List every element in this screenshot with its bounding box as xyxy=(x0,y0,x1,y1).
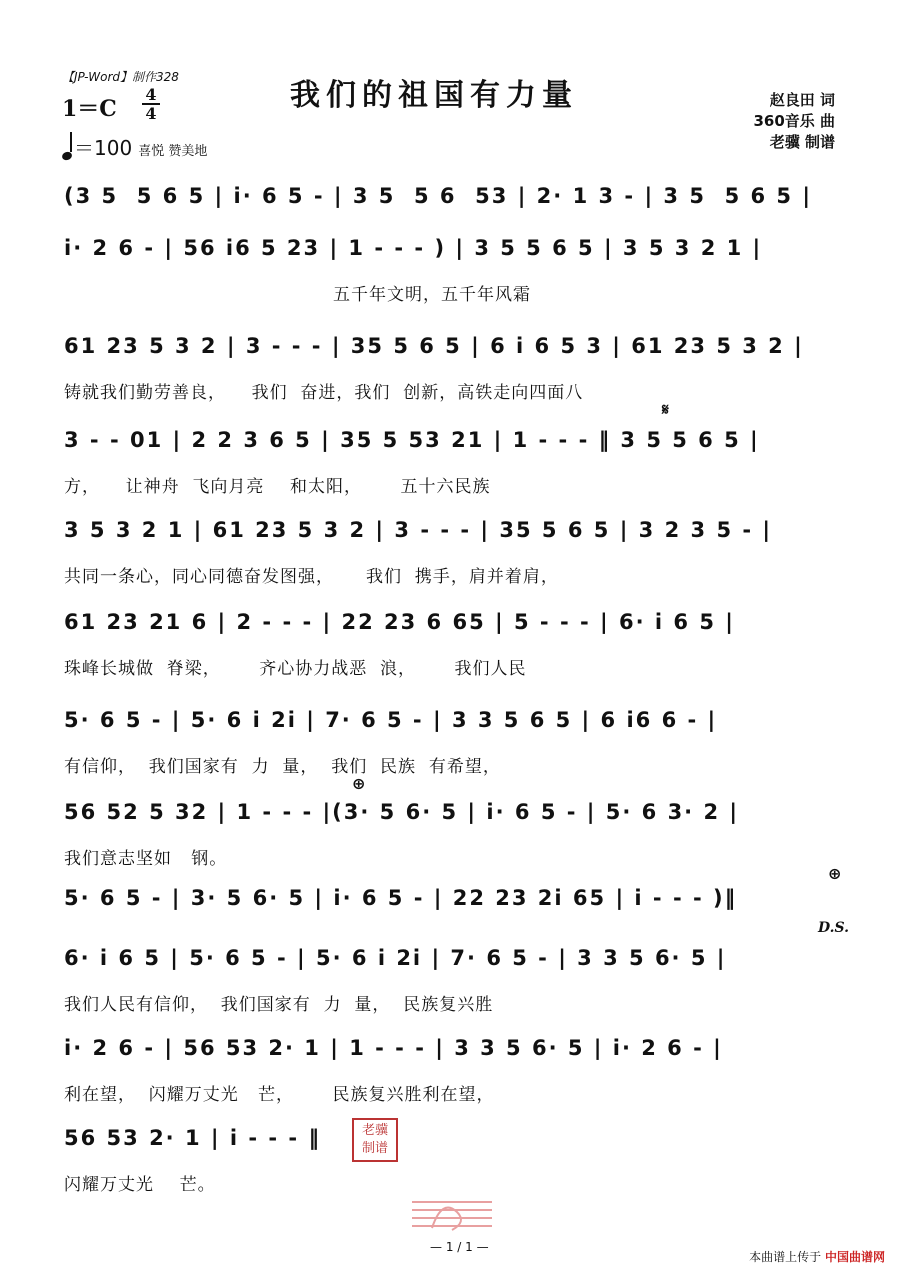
notes-line: 56 53 2· 1 | i - - - ‖ xyxy=(64,1126,321,1150)
expression-text: 喜悦 赞美地 xyxy=(138,144,208,159)
credits xyxy=(753,90,835,153)
notes-line: 61 23 5 3 2 | 3 - - - | 35 5 6 5 | 6 i 6 5 3 | 61 23 5 3 2 | xyxy=(64,334,804,358)
meter-bottom: 4 xyxy=(145,104,157,123)
notes-line: 5· 6 5 - | 3· 5 6· 5 | i· 6 5 - | 22 23 2i 65 | i - - - )‖ xyxy=(64,886,738,910)
jpword-tag: 【JP-Word】制作328 xyxy=(62,70,179,84)
lyrics-line: 方， 让神舟 飞向月亮 和太阳， 五十六民族 xyxy=(64,477,491,497)
lyrics-line: 共同一条心，同心同德奋发图强， 我们 携手，肩并着肩， xyxy=(64,567,559,587)
upload-credit xyxy=(749,1248,885,1265)
key-signature: 1＝C xyxy=(62,96,117,122)
staff-row xyxy=(0,1036,905,1126)
engraver-stamp xyxy=(352,1118,398,1162)
tempo-marking xyxy=(62,132,207,161)
notes-line: 3 5 3 2 1 | 61 23 5 3 2 | 3 - - - | 35 5 6 5 | 3 2 3 5 - | xyxy=(64,518,773,542)
lyrics-line: 闪耀万丈光 芒。 xyxy=(64,1175,216,1195)
page-number: — 1 / 1 — xyxy=(430,1240,489,1254)
notes-line: i· 2 6 - | 56 53 2· 1 | 1 - - - | 3 3 5 6· 5 | i· 2 6 - | xyxy=(64,1036,723,1060)
lyrics-line: 我们意志坚如 钢。 xyxy=(64,849,228,869)
notes-line: 61 23 21 6 | 2 - - - | 22 23 6 65 | 5 - - - | 6· i 6 5 | xyxy=(64,610,735,634)
time-signature xyxy=(140,86,162,122)
note-stem xyxy=(70,132,72,152)
lyrics-line: 五千年文明，五千年风霜 xyxy=(64,285,531,305)
notes-line: 56 52 5 32 | 1 - - - |(3· 5 6· 5 | i· 6 5 - | 5· 6 3· 2 | xyxy=(64,800,740,824)
stamp-line-1: 老骥 xyxy=(361,1123,388,1138)
coda-icon: ⊕ xyxy=(828,864,842,883)
notes-line: (3 5 5 6 5 | i· 6 5 - | 3 5 5 6 53 | 2· 1 3 - | 3 5 5 6 5 | xyxy=(64,184,813,208)
lyrics-line: 珠峰长城做 脊梁， 齐心协力战恶 浪， 我们人民 xyxy=(64,659,527,679)
segno-icon: 𝄋 xyxy=(662,400,669,419)
staff-row xyxy=(0,610,905,700)
watermark-logo-icon xyxy=(402,1192,502,1236)
coda-icon: ⊕ xyxy=(352,774,366,793)
meter-top: 4 xyxy=(145,85,157,104)
notes-line: 6· i 6 5 | 5· 6 5 - | 5· 6 i 2i | 7· 6 5 - | 3 3 5 6· 5 | xyxy=(64,946,727,970)
upload-text: 本曲谱上传于 xyxy=(749,1250,822,1264)
staff-row xyxy=(0,708,905,798)
tempo-value: ＝100 xyxy=(74,136,133,160)
notes-line: i· 2 6 - | 56 i6 5 23 | 1 - - - ) | 3 5 5 6 5 | 3 5 3 2 1 | xyxy=(64,236,763,260)
site-brand[interactable]: 中国曲谱网 xyxy=(824,1250,885,1264)
staff-row xyxy=(0,946,905,1036)
staff-row xyxy=(0,774,905,890)
staff-row xyxy=(0,334,905,424)
lyrics-line: 铸就我们勤劳善良， 我们 奋进，我们 创新，高铁走向四面八 xyxy=(64,383,584,403)
lyrics-line: 利在望， 闪耀万丈光 芒， 民族复兴胜利在望， xyxy=(64,1085,495,1105)
song-title: 我们的祖国有力量 xyxy=(290,78,578,113)
composer-credit: 360音乐 曲 xyxy=(753,112,835,130)
staff-row xyxy=(0,400,905,518)
staff-row xyxy=(0,518,905,608)
lyricist-credit: 赵良田 词 xyxy=(769,91,835,109)
engraver-credit: 老骥 制谱 xyxy=(769,133,835,151)
notes-line: 3 - - 01 | 2 2 3 6 5 | 35 5 53 21 | 1 - - - ‖ 3 5 5 6 5 | xyxy=(64,428,760,452)
dal-segno-mark: D.S. xyxy=(818,920,850,936)
lyrics-line: 我们人民有信仰， 我们国家有 力 量， 民族复兴胜 xyxy=(64,995,494,1015)
quarter-note-icon xyxy=(61,151,73,162)
lyrics-line: 有信仰， 我们国家有 力 量， 我们 民族 有希望， xyxy=(64,757,501,777)
staff-row xyxy=(0,236,905,326)
stamp-line-2: 制谱 xyxy=(361,1141,388,1156)
notes-line: 5· 6 5 - | 5· 6 i 2i | 7· 6 5 - | 3 3 5 6 5 | 6 i6 6 - | xyxy=(64,708,718,732)
